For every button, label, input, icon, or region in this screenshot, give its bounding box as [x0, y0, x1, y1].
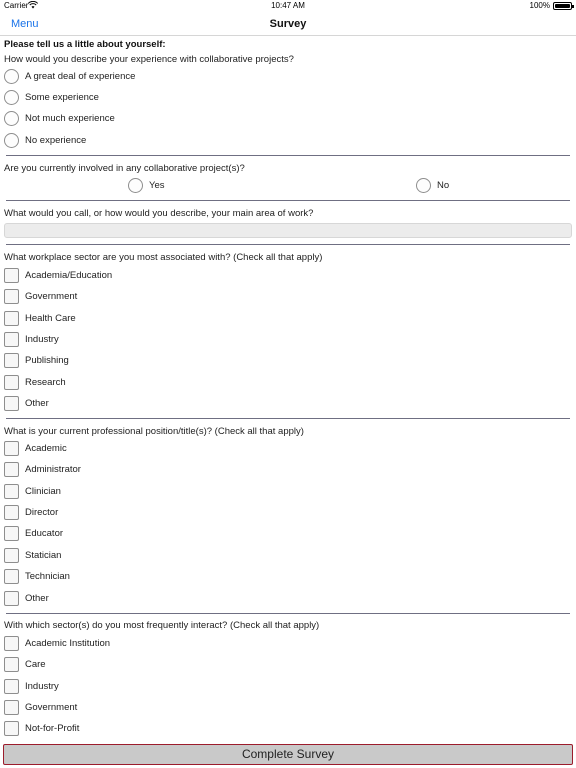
checkbox-option[interactable]	[4, 287, 77, 305]
option-label: Some experience	[25, 91, 99, 103]
checkbox-icon	[4, 679, 19, 694]
option-label: Other	[25, 592, 49, 604]
option-label: Industry	[25, 333, 59, 345]
navigation-bar	[0, 12, 576, 36]
radio-icon	[4, 69, 19, 84]
option-label: No experience	[25, 134, 87, 146]
option-label: Health Care	[25, 312, 76, 324]
checkbox-icon	[4, 441, 19, 456]
checkbox-icon	[4, 721, 19, 736]
radio-icon	[128, 178, 143, 193]
option-label: Research	[25, 376, 66, 388]
checkbox-icon	[4, 591, 19, 606]
option-label: No	[437, 179, 450, 191]
option-label: Administrator	[25, 463, 81, 475]
checkbox-icon	[4, 636, 19, 651]
checkbox-option[interactable]	[4, 589, 49, 607]
checkbox-option[interactable]	[4, 351, 69, 369]
checkbox-icon	[4, 462, 19, 477]
option-label: Clinician	[25, 485, 61, 497]
divider	[6, 155, 570, 156]
option-label: Publishing	[25, 354, 69, 366]
clock: 10:47 AM	[271, 1, 305, 10]
checkbox-option[interactable]	[4, 567, 70, 585]
checkbox-icon	[4, 289, 19, 304]
checkbox-icon	[4, 375, 19, 390]
checkbox-option[interactable]	[4, 266, 112, 284]
checkbox-icon	[4, 484, 19, 499]
question-workplace-sector: What workplace sector are you most associated with? (Check all that apply)	[4, 252, 323, 263]
status-bar	[0, 0, 576, 12]
option-label: A great deal of experience	[25, 70, 136, 82]
checkbox-option[interactable]	[4, 719, 79, 737]
radio-option[interactable]	[4, 109, 115, 127]
radio-option-yes[interactable]	[128, 176, 165, 194]
checkbox-icon	[4, 548, 19, 563]
checkbox-option[interactable]	[4, 634, 110, 652]
option-label: Not much experience	[25, 112, 115, 124]
option-label: Yes	[149, 179, 165, 191]
radio-icon	[4, 133, 19, 148]
option-label: Academic	[25, 442, 67, 454]
question-interaction-sectors: With which sector(s) do you most frequently interact? (Check all that apply)	[4, 620, 320, 631]
checkbox-icon	[4, 700, 19, 715]
checkbox-option[interactable]	[4, 503, 58, 521]
option-label: Educator	[25, 527, 64, 539]
radio-option[interactable]	[4, 88, 99, 106]
radio-option-no[interactable]	[416, 176, 449, 194]
option-label: Other	[25, 397, 49, 409]
option-label: Statician	[25, 549, 62, 561]
question-experience: How would you describe your experience with collaborative projects?	[4, 54, 294, 65]
checkbox-option[interactable]	[4, 482, 61, 500]
radio-icon	[4, 111, 19, 126]
question-current-involvement: Are you currently involved in any collaborative project(s)?	[4, 163, 245, 174]
divider	[6, 418, 570, 419]
option-label: Care	[25, 658, 46, 670]
checkbox-option[interactable]	[4, 394, 49, 412]
option-label: Government	[25, 290, 78, 302]
main-area-input[interactable]	[4, 223, 572, 238]
divider	[6, 613, 570, 614]
radio-icon	[416, 178, 431, 193]
radio-option[interactable]	[4, 67, 135, 85]
page-title: Survey	[269, 18, 307, 30]
checkbox-icon	[4, 332, 19, 347]
option-label: Government	[25, 701, 78, 713]
divider	[6, 200, 570, 201]
checkbox-icon	[4, 268, 19, 283]
menu-button[interactable]: Menu	[11, 18, 39, 30]
option-label: Academia/Education	[25, 269, 113, 281]
checkbox-icon	[4, 311, 19, 326]
question-position-title: What is your current professional position/title(s)? (Check all that apply)	[4, 426, 304, 437]
checkbox-icon	[4, 505, 19, 520]
checkbox-option[interactable]	[4, 677, 59, 695]
divider	[6, 244, 570, 245]
checkbox-icon	[4, 396, 19, 411]
checkbox-option[interactable]	[4, 546, 61, 564]
battery-percent: 100%	[529, 1, 550, 10]
checkbox-icon	[4, 657, 19, 672]
checkbox-option[interactable]	[4, 373, 66, 391]
checkbox-option[interactable]	[4, 309, 76, 327]
checkbox-option[interactable]	[4, 655, 46, 673]
checkbox-icon	[4, 526, 19, 541]
battery-icon	[553, 2, 572, 10]
checkbox-icon	[4, 353, 19, 368]
carrier-label: Carrier	[4, 1, 29, 10]
radio-icon	[4, 90, 19, 105]
checkbox-icon	[4, 569, 19, 584]
radio-option[interactable]	[4, 131, 86, 149]
checkbox-option[interactable]	[4, 460, 81, 478]
checkbox-option[interactable]	[4, 698, 77, 716]
intro-heading: Please tell us a little about yourself:	[4, 39, 166, 50]
question-main-area: What would you call, or how would you describe, your main area of work?	[4, 208, 314, 219]
option-label: Academic Institution	[25, 637, 111, 649]
checkbox-option[interactable]	[4, 330, 59, 348]
option-label: Industry	[25, 680, 59, 692]
option-label: Director	[25, 506, 59, 518]
checkbox-option[interactable]	[4, 524, 63, 542]
option-label: Technician	[25, 570, 70, 582]
checkbox-option[interactable]	[4, 439, 67, 457]
complete-survey-button[interactable]: Complete Survey	[3, 744, 573, 765]
option-label: Not-for-Profit	[25, 722, 80, 734]
